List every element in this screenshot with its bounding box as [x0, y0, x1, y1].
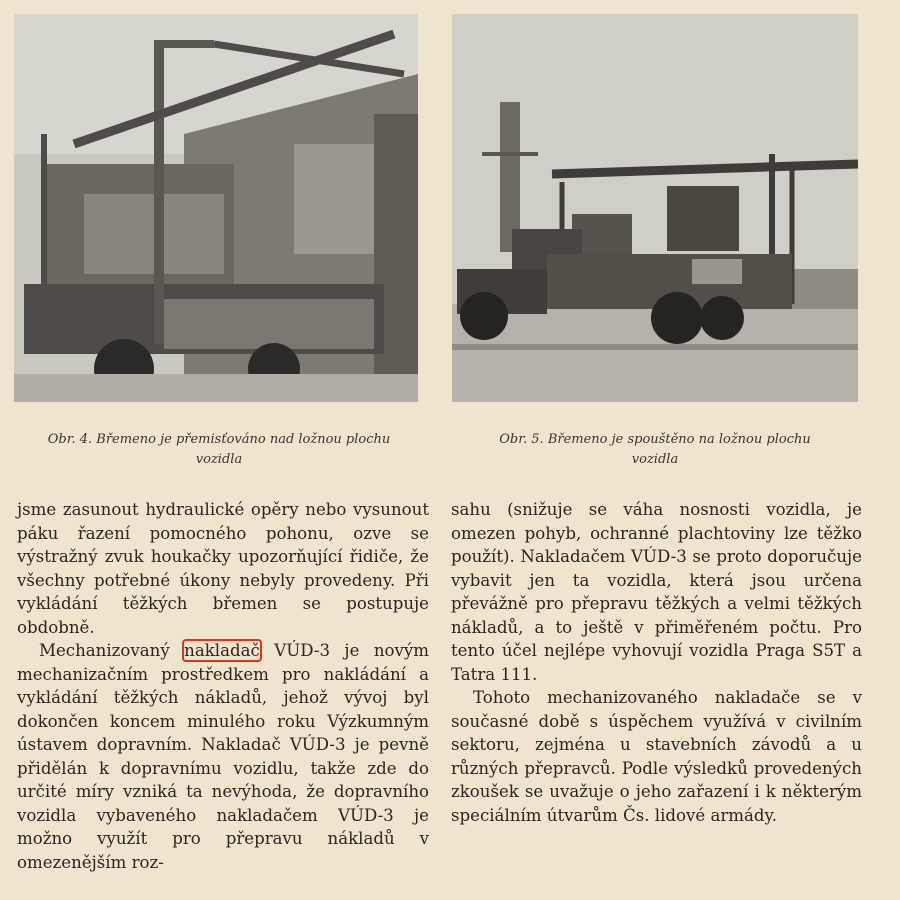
figure-5-caption: [448, 430, 862, 470]
caption-line: Obr. 4. Břemeno je přemisťováno nad ložnou plochu: [47, 432, 391, 447]
figure-4-illustration: [14, 14, 418, 402]
caption-line: vozidla: [631, 452, 679, 467]
paragraph-text: Mechanizovaný: [39, 641, 185, 660]
caption-line: vozidla: [195, 452, 243, 467]
paragraph: [17, 639, 429, 874]
paragraph: jsme zasunout hydraulické opěry nebo vysunout páku řazení pomocného pohonu, ozve se výstražný zvuk houkačky upozorňující řidiče, že všechny potřebné úkony nebyly provedeny. Při vykládání těžkých břemen se postupuje obdobně.: [17, 500, 429, 637]
figure-5-illustration: [452, 14, 858, 402]
right-text-column: [451, 498, 862, 827]
caption-line: Obr. 5. Břemeno je spouštěno na ložnou plochu: [499, 432, 811, 447]
figure-5-photo: [452, 14, 858, 402]
highlighted-word[interactable]: nakladač: [184, 641, 260, 660]
paragraph-text: VÚD-3 je novým mechanizačním prostředkem pro nakládání a vykládání těžkých nákladů, jehož vývoj byl dokončen koncem minulého roku Výzkumným ústavem dopravním. Nakladač VÚD-3 je pevně přidělán k dopravnímu vozidlu, takže zde do určité míry vzniká ta nevýhoda, že dopravního vozidla vybaveného nakladačem VÚD-3 je možno využít pro přepravu nákladů v omezenějším roz-: [17, 641, 429, 872]
figure-4-caption: [14, 430, 424, 470]
figure-4-photo: [14, 14, 418, 402]
left-text-column: [17, 498, 429, 874]
paragraph: sahu (snižuje se váha nosnosti vozidla, je omezen pohyb, ochranné plachtoviny lze těžko použít). Nakladačem VÚD-3 se proto doporučuje vybavit jen ta vozidla, která jsou určena převážně pro přepravu těžkých a velmi těžkých nákladů, a to ještě v přiměřeném počtu. Pro tento účel nejlépe vyhovují vozidla Praga S5T a Tatra 111.: [451, 500, 862, 684]
paragraph: Tohoto mechanizovaného nakladače se v současné době s úspěchem využívá v civilním sektoru, zejména u stavebních závodů a u různých přepravců. Podle výsledků provedených zkoušek se uvažuje o jeho zařazení i k některým speciálním útvarům Čs. lidové armády.: [451, 688, 862, 825]
